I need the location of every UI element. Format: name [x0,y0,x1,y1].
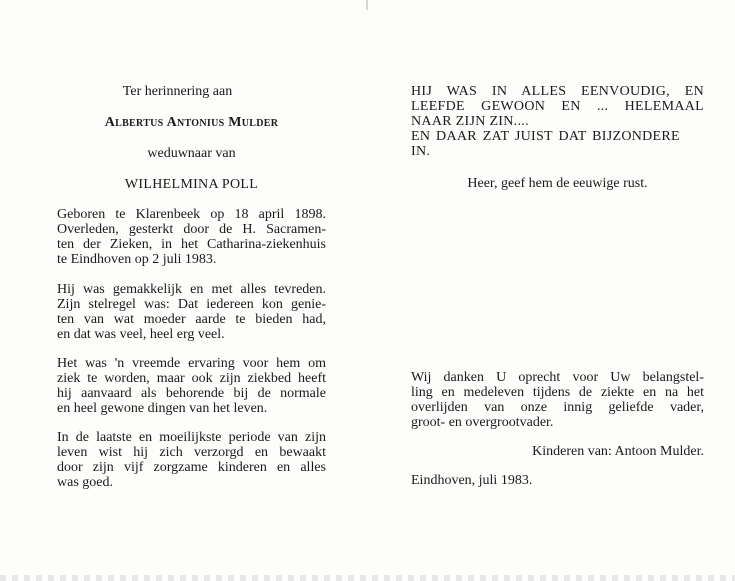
text-line: ziek te worden, maar ook zijn ziekbed heeft [57,371,326,386]
text-line: Geboren te Klarenbeek op 18 april 1898. [57,207,326,222]
birth-death-paragraph [57,207,326,267]
text-line: Hij was gemakkelijk en met alles tevreden. [57,282,326,297]
text-line: hij aanvaard als behorende bij de normale [57,386,326,401]
spouse-name: WILHELMINA POLL [124,177,259,192]
intro-text: Ter herinnering aan [122,84,233,99]
text-line: Zijn stelregel was: Dat iedereen kon genie- [57,297,326,312]
final-period-paragraph [57,430,326,490]
text-line: Het was 'n vreemde ervaring voor hem om [57,356,326,371]
fold-mark-top [366,0,368,10]
text-line: Overleden, gesterkt door de H. Sacramen- [57,222,326,237]
deceased-name: Albertus Antonius Mulder [104,115,279,130]
text-line: te Eindhoven op 2 juli 1983. [57,252,217,267]
relation-text: weduwnaar van [147,146,236,161]
illness-paragraph [57,356,326,416]
quote-line: HIJ WAS IN ALLES EENVOUDIG, EN [411,84,704,99]
text-line: ling en medeleven tijdens de ziekte en na het [411,385,704,400]
card-bottom-edge [0,575,735,581]
quote-block [411,84,704,159]
text-line: In de laatste en moeilijkste periode van zijn [57,430,326,445]
text-line: overlijden van onze innig geliefde vader, [411,400,704,415]
quote-line: EN DAAR ZAT JUIST DAT BIJZONDERE [411,129,680,144]
thanks-paragraph [411,370,704,430]
text-line: ten van wat moeder aarde te bieden had, [57,312,326,327]
text-line: en heel gewone dingen van het leven. [57,401,268,416]
children-signature: Kinderen van: Antoon Mulder. [532,444,704,459]
text-line: Wij danken U oprecht voor Uw belangstel- [411,370,704,385]
text-line: leven wist hij zich verzorgd en bewaakt [57,445,326,460]
quote-line: NAAR ZIJN ZIN.... [411,114,529,129]
quote-line: LEEFDE GEWOON EN ... HELEMAAL [411,99,704,114]
character-paragraph [57,282,326,342]
text-line: door zijn vijf zorgzame kinderen en alles [57,460,326,475]
text-line: en dat was veel, heel erg veel. [57,327,225,342]
text-line: ten der Zieken, in het Catharina-ziekenhuis [57,237,326,252]
text-line: groot- en overgrootvader. [411,415,554,430]
place-date: Eindhoven, juli 1983. [411,473,533,488]
prayer-text: Heer, geef hem de eeuwige rust. [467,176,648,191]
text-line: was goed. [57,475,113,490]
quote-line: IN. [411,144,431,159]
